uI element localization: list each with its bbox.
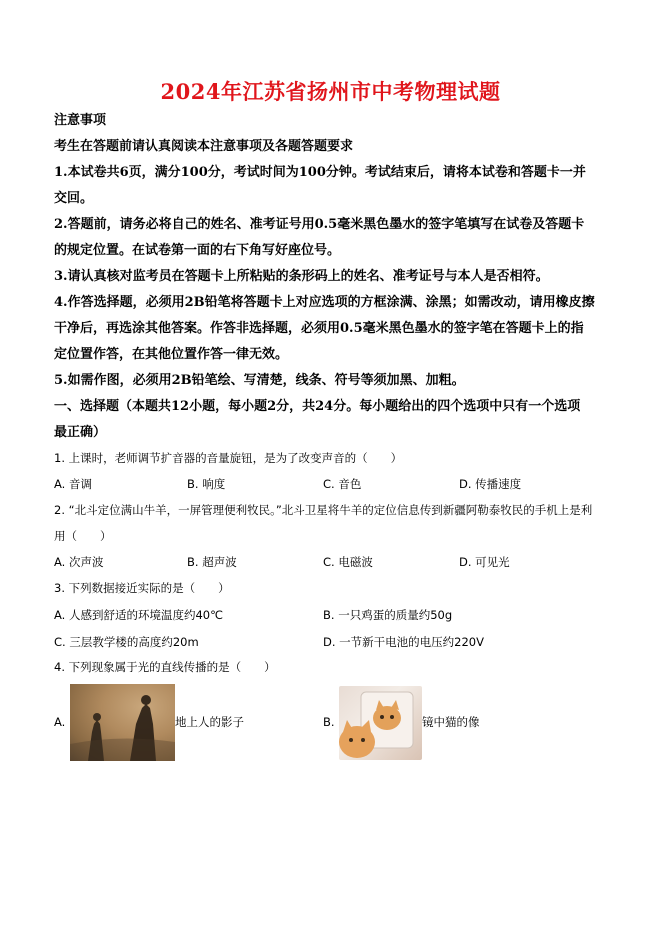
q1-option-b: B. 响度 <box>187 477 226 491</box>
cat-mirror-photo <box>339 686 422 760</box>
cat-mirror-drawing <box>339 686 422 760</box>
q1-option-c: C. 音色 <box>323 477 362 491</box>
notice-item-4b: 干净后，再选涂其他答案。作答非选择题，必须用0.5毫米黑色墨水的签字笔在答题卡上的指 <box>54 321 584 336</box>
notice-intro: 考生在答题前请认真阅读本注意事项及各题答题要求 <box>54 139 354 154</box>
shadow-photo-drawing <box>70 684 175 761</box>
q2-option-b: B. 超声波 <box>187 555 237 569</box>
notice-heading: 注意事项 <box>54 113 107 128</box>
q4-option-a-text: 地上人的影子 <box>175 715 244 729</box>
page-title: 2024年江苏省扬州市中考物理试题 <box>160 79 501 104</box>
q1-option-a: A. 音调 <box>54 477 92 491</box>
notice-item-4a: 4.作答选择题，必须用2B铅笔将答题卡上对应选项的方框涂满、涂黑；如需改动，请用橡皮擦 <box>54 295 595 310</box>
shadow-photo <box>70 684 175 761</box>
q3-option-d: D. 一节新干电池的电压约220V <box>323 635 484 649</box>
q3-option-b: B. 一只鸡蛋的质量约50g <box>323 608 453 622</box>
notice-item-5: 5.如需作图，必须用2B铅笔绘、写清楚，线条、符号等须加黑、加粗。 <box>54 373 465 388</box>
notice-item-1a: 1.本试卷共6页，满分100分，考试时间为100分钟。考试结束后，请将本试卷和答题卡一并 <box>54 165 586 180</box>
section-heading-a: 一、选择题（本题共12小题，每小题2分，共24分。每小题给出的四个选项中只有一个选项 <box>54 399 581 414</box>
q2-option-c: C. 电磁波 <box>323 555 373 569</box>
q4-option-a-label: A. <box>54 715 66 729</box>
q4-option-b-text: 镜中猫的像 <box>422 715 480 729</box>
notice-item-4c: 定位置作答，在其他位置作答一律无效。 <box>54 347 289 362</box>
q1-option-d: D. 传播速度 <box>459 477 522 491</box>
notice-item-3: 3.请认真核对监考员在答题卡上所粘贴的条形码上的姓名、准考证号与本人是否相符。 <box>54 269 549 284</box>
q3-option-a: A. 人感到舒适的环境温度约40℃ <box>54 608 224 622</box>
q2-option-a: A. 次声波 <box>54 555 104 569</box>
notice-item-2b: 的规定位置。在试卷第一面的右下角写好座位号。 <box>54 243 341 258</box>
q1-stem: 1. 上课时，老师调节扩音器的音量旋钮，是为了改变声音的（ ） <box>54 451 403 465</box>
section-heading-b: 最正确） <box>54 425 107 440</box>
notice-item-2a: 2.答题前，请务必将自己的姓名、准考证号用0.5毫米黑色墨水的签字笔填写在试卷及答题卡 <box>54 217 585 232</box>
notice-item-1b: 交回。 <box>54 191 94 206</box>
q3-option-c: C. 三层教学楼的高度约20m <box>54 635 199 649</box>
q2-stem-b: 用（ ） <box>54 529 112 543</box>
q2-option-d: D. 可见光 <box>459 555 510 569</box>
q4-stem: 4. 下列现象属于光的直线传播的是（ ） <box>54 660 276 674</box>
q3-stem: 3. 下列数据接近实际的是（ ） <box>54 581 230 595</box>
q2-stem-a: 2. “北斗定位满山牛羊，一屏管理便利牧民。”北斗卫星将牛羊的定位信息传到新疆阿勒泰牧民的手机上是利 <box>54 503 593 517</box>
q4-option-b-label: B. <box>323 715 335 729</box>
